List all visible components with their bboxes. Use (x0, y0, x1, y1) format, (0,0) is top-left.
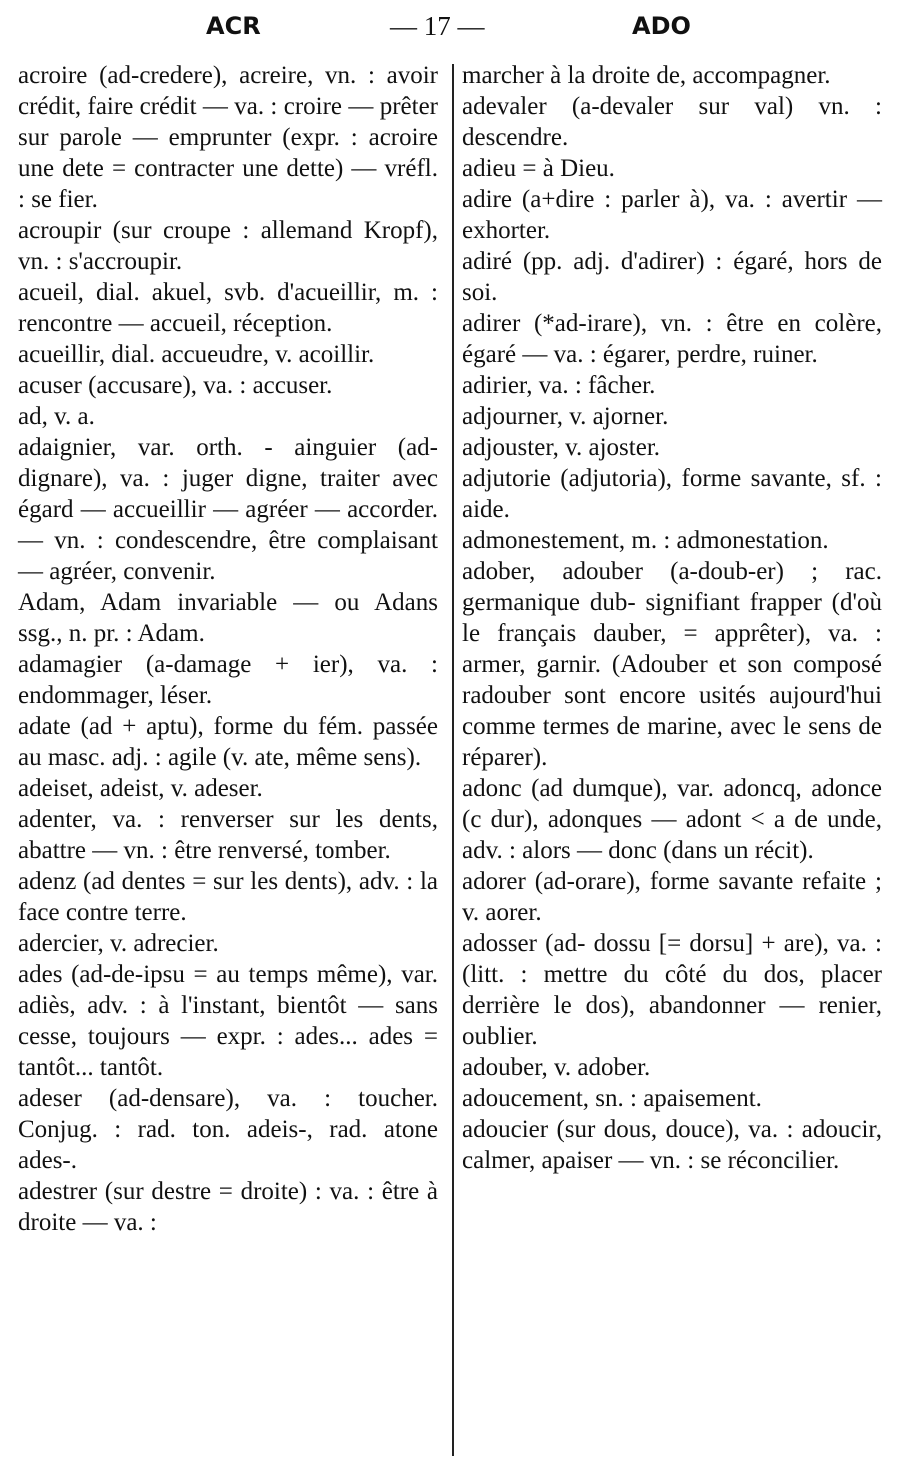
dictionary-entry: adamagier (a-damage + ier), va. : endommager, léser. (18, 651, 438, 709)
dictionary-entry: marcher à la droite de, accompagner. (462, 62, 831, 89)
dictionary-entry: adoucement, sn. : apaisement. (462, 1085, 762, 1112)
dictionary-entry: ades (ad-de-ipsu = au temps même), var. adiès, adv. : à l'instant, bientôt — sans cesse, toujours — expr. : ades... ades = tantôt... tantôt. (18, 961, 438, 1081)
dictionary-entry: adirer (*ad-irare), vn. : être en colère, égaré — va. : égarer, perdre, ruiner. (462, 310, 882, 368)
right-column (462, 60, 882, 1176)
page-header (0, 4, 909, 44)
dictionary-entry: adonc (ad dumque), var. adoncq, adonce (c dur), adonques — adont < a de unde, adv. : alors — donc (dans un récit). (462, 775, 882, 864)
dictionary-entry: acueil, dial. akuel, svb. d'acueillir, m. : rencontre — accueil, réception. (18, 279, 438, 337)
dictionary-entry: adenz (ad dentes = sur les dents), adv. : la face contre terre. (18, 868, 438, 926)
dictionary-entry: adjourner, v. ajorner. (462, 403, 669, 430)
dictionary-entry: adenter, va. : renverser sur les dents, abattre — vn. : être renversé, tomber. (18, 806, 438, 864)
dictionary-entry: adate (ad + aptu), forme du fém. passée au masc. adj. : agile (v. ate, même sens). (18, 713, 438, 771)
left-column (18, 60, 438, 1238)
dictionary-entry: adjutorie (adjutoria), forme savante, sf. : aide. (462, 465, 882, 523)
dictionary-entry: adeser (ad-densare), va. : toucher. Conjug. : rad. ton. adeis-, rad. atone ades-. (18, 1085, 438, 1174)
dictionary-entry: adorer (ad-orare), forme savante refaite ; v. aorer. (462, 868, 882, 926)
dictionary-entry: acueillir, dial. accueudre, v. acoillir. (18, 341, 375, 368)
dictionary-entry: adestrer (sur destre = droite) : va. : être à droite — va. : (18, 1178, 438, 1236)
dictionary-entry: adober, adouber (a-doub-er) ; rac. germanique dub- signifiant frapper (d'où le français dauber, = apprêter), va. : armer, garnir. (Adouber et son composé radouber sont encore usités aujourd'hui comme termes de marine, avec le sens de réparer). (462, 558, 882, 771)
dictionary-entry: admonestement, m. : admonestation. (462, 527, 829, 554)
page-number: — 17 — (390, 11, 485, 41)
running-head-left: ACR (206, 12, 261, 40)
dictionary-entry: adire (a+dire : parler à), va. : avertir — exhorter. (462, 186, 882, 244)
dictionary-entry: adeiset, adeist, v. adeser. (18, 775, 263, 802)
dictionary-entry: acroupir (sur croupe : allemand Kropf), vn. : s'accroupir. (18, 217, 438, 275)
dictionary-entry: ad, v. a. (18, 403, 95, 430)
dictionary-entry: adjouster, v. ajoster. (462, 434, 661, 461)
dictionary-entry: adoucier (sur dous, douce), va. : adoucir, calmer, apaiser — vn. : se réconcilier. (462, 1116, 882, 1174)
dictionary-entry: acuser (accusare), va. : accuser. (18, 372, 333, 399)
dictionary-entry: adercier, v. adrecier. (18, 930, 219, 957)
dictionary-entry: adieu = à Dieu. (462, 155, 615, 182)
dictionary-entry: Adam, Adam invariable — ou Adans ssg., n. pr. : Adam. (18, 589, 438, 647)
dictionary-entry: adaignier, var. orth. - ainguier (ad-dignare), va. : juger digne, traiter avec égard — accueillir — agréer — accorder. — vn. : condescendre, être complaisant — agréer, convenir. (18, 434, 438, 585)
running-head-right: ADO (632, 12, 691, 40)
dictionary-entry: acroire (ad-credere), acreire, vn. : avoir crédit, faire crédit — va. : croire — prêter sur parole — emprunter (expr. : acroire une dete = contracter une dette) — vréfl. : se fier. (18, 62, 438, 213)
dictionary-entry: adiré (pp. adj. d'adirer) : égaré, hors de soi. (462, 248, 882, 306)
dictionary-entry: adirier, va. : fâcher. (462, 372, 656, 399)
dictionary-entry: adevaler (a-devaler sur val) vn. : descendre. (462, 93, 882, 151)
dictionary-entry: adosser (ad- dossu [= dorsu] + are), va. : (litt. : mettre du côté du dos, placer derrière le dos), abandonner — renier, oublier. (462, 930, 882, 1050)
column-divider (452, 64, 454, 1456)
dictionary-entry: adouber, v. adober. (462, 1054, 651, 1081)
